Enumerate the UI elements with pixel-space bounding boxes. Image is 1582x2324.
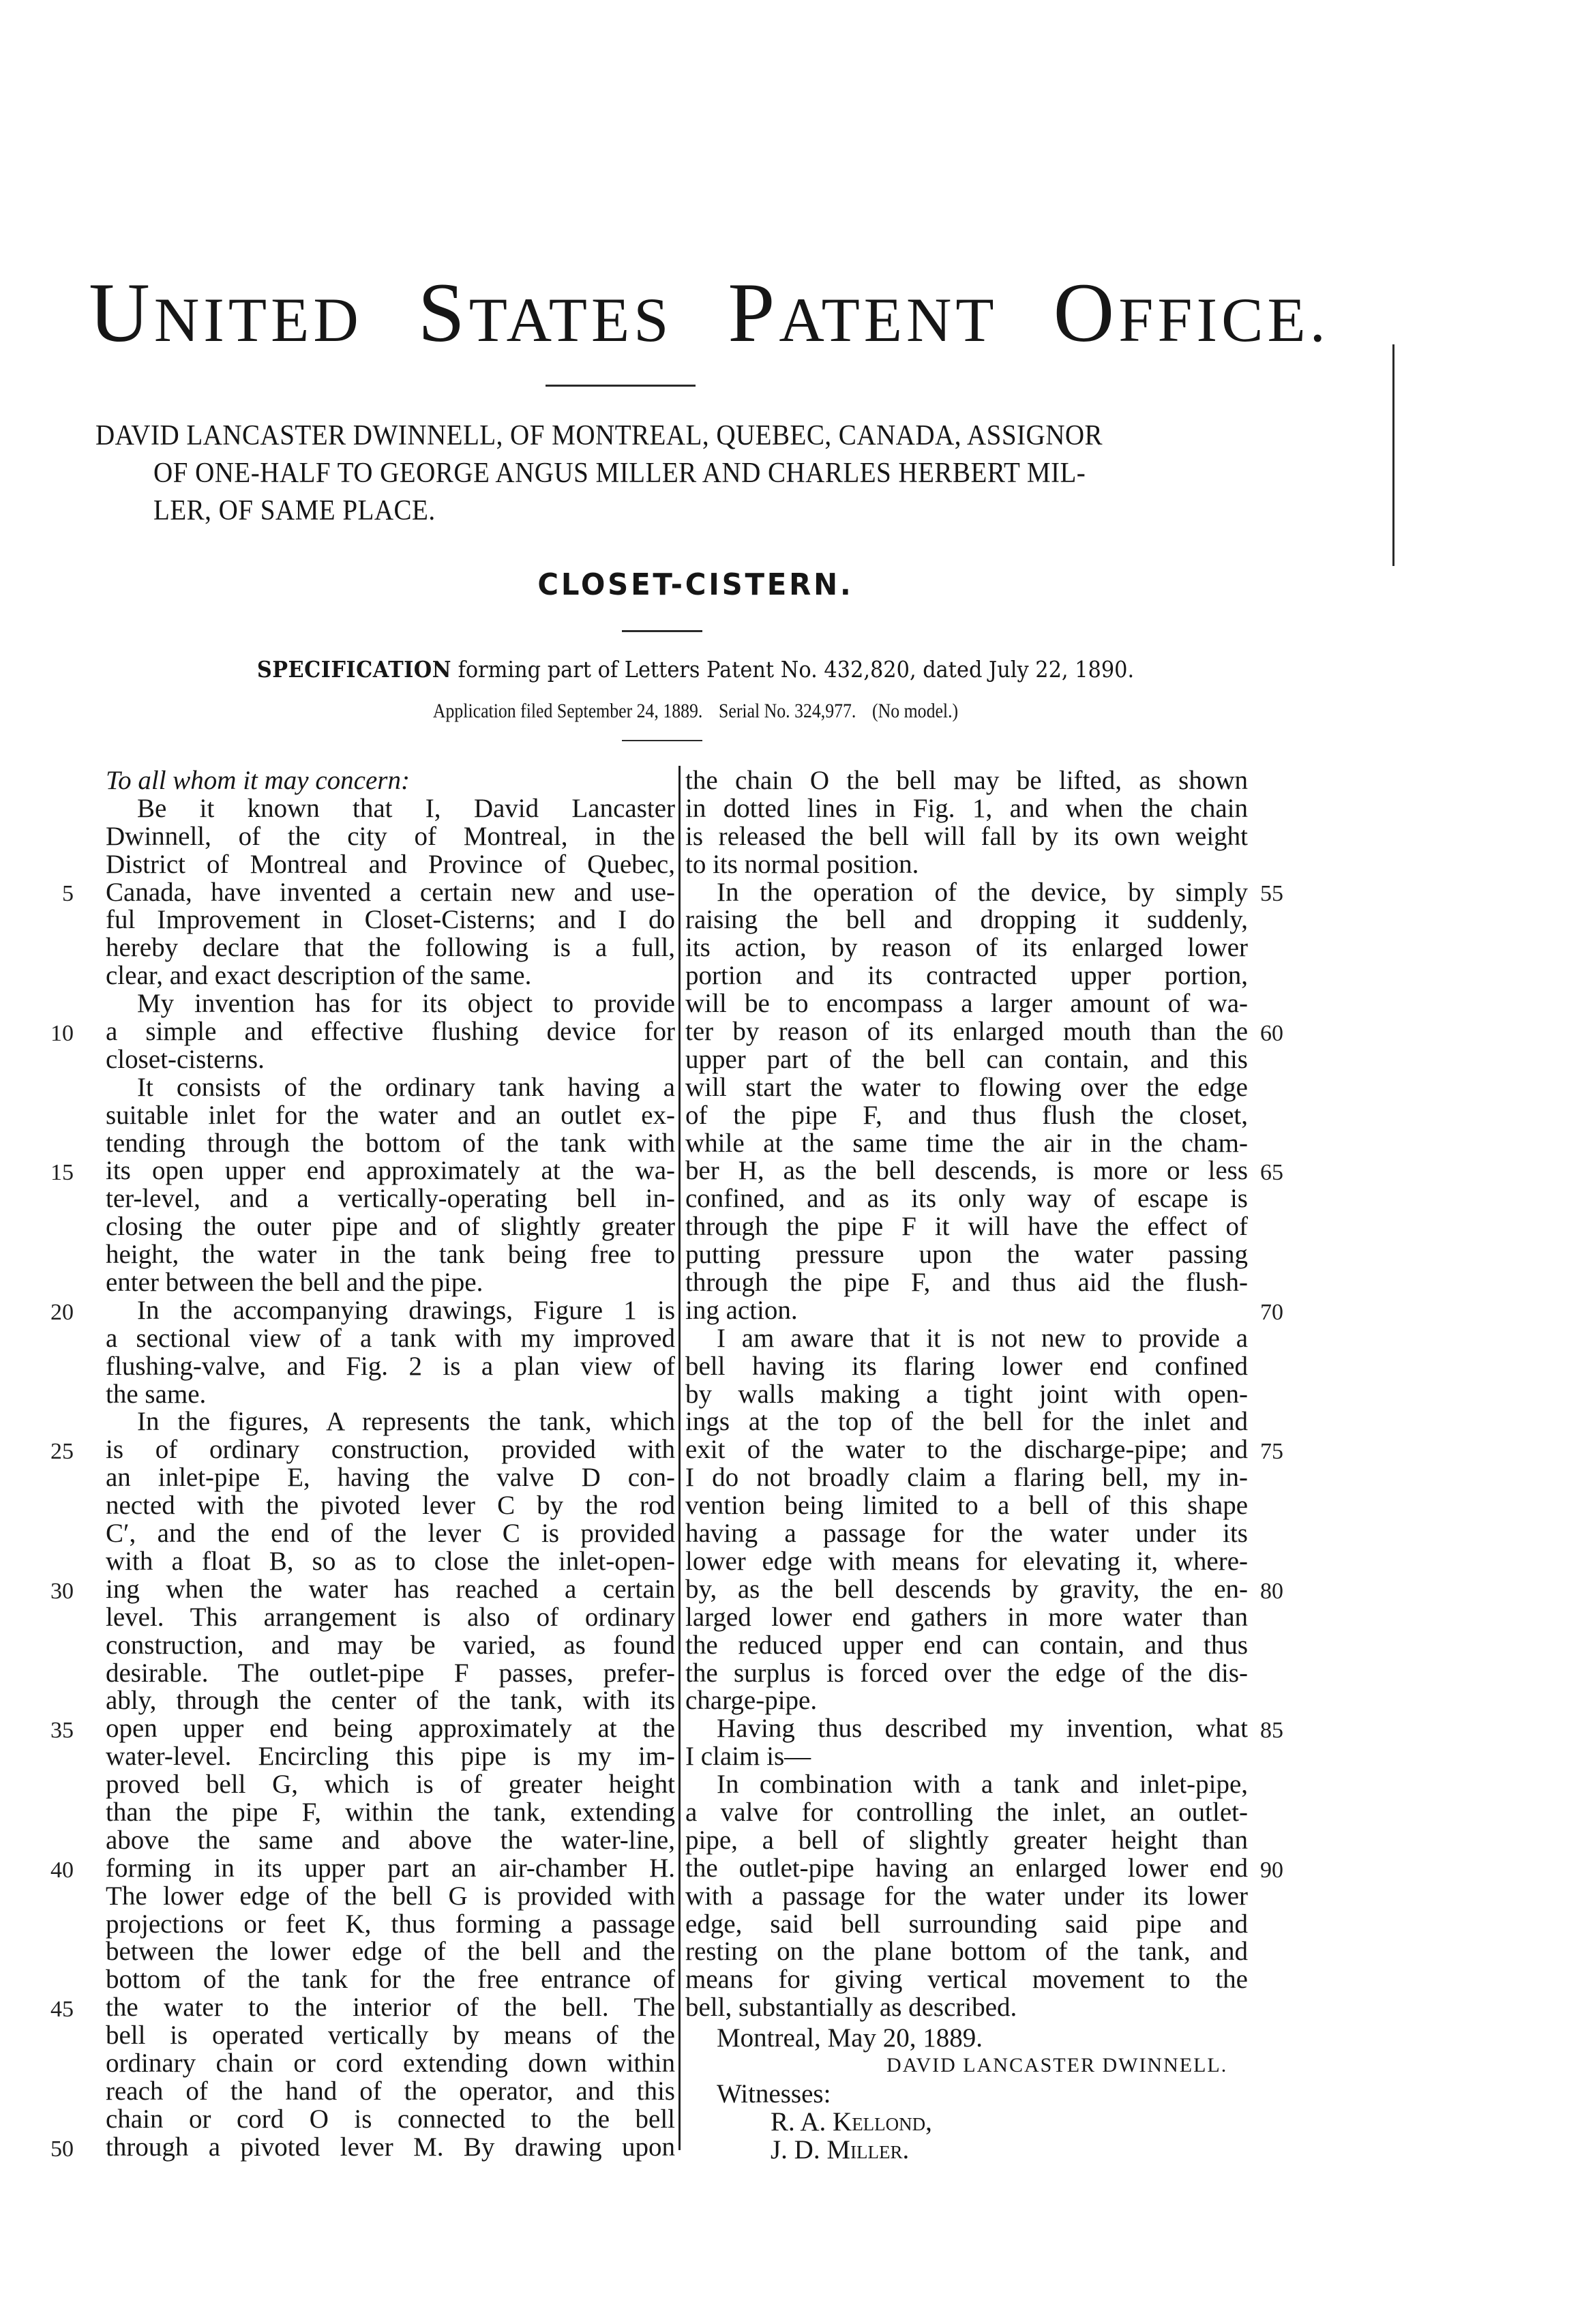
line-number: 50 — [50, 2136, 74, 2162]
parties-line-2: OF ONE-HALF TO GEORGE ANGUS MILLER AND CHARLES HERBERT MIL- — [153, 458, 1086, 489]
text-line: Dwinnell, of the city of Montreal, in the — [106, 821, 675, 851]
text-line: raising the bell and dropping it suddenly, — [685, 905, 1248, 935]
text-line: forming in its upper part an air-chamber H. — [106, 1853, 675, 1883]
left-column — [106, 767, 675, 2162]
line-number: 25 — [50, 1439, 74, 1464]
page-edge-mark — [1392, 344, 1394, 566]
text-line: I do not broadly claim a flaring bell, my in- — [685, 1463, 1248, 1493]
text-line: projections or feet K, thus forming a passage — [106, 1909, 675, 1939]
parties-line-3: LER, OF SAME PLACE. — [153, 495, 436, 526]
line-number: 5 — [62, 881, 74, 906]
text-line: District of Montreal and Province of Quebec, — [106, 849, 675, 879]
claim-line: resting on the plane bottom of the tank, and — [685, 1937, 1248, 1967]
text-line: larged lower end gathers in more water than — [685, 1602, 1248, 1632]
text-line: its action, by reason of its enlarged lower — [685, 933, 1248, 963]
office-title-word: UNITED — [89, 266, 363, 359]
text-line: proved bell G, which is of greater height — [106, 1770, 675, 1800]
text-line: with a float B, so as to close the inlet-open- — [106, 1546, 675, 1576]
text-line: Be it known that I, David Lancaster — [137, 793, 675, 823]
line-number: 90 — [1260, 1858, 1283, 1883]
text-line: through a pivoted lever M. By drawing upon — [106, 2132, 675, 2162]
text-line: the reduced upper end can contain, and thus — [685, 1630, 1248, 1660]
text-line: reach of the hand of the operator, and this — [106, 2076, 675, 2106]
text-line: closing the outer pipe and of slightly greater — [106, 1212, 675, 1242]
line-number: 15 — [50, 1160, 74, 1185]
line-number: 60 — [1260, 1021, 1283, 1046]
text-line: confined, and as its only way of escape is — [685, 1184, 1248, 1214]
text-line: vention being limited to a bell of this shape — [685, 1491, 1248, 1521]
line-number: 30 — [50, 1579, 74, 1604]
text-line: In the accompanying drawings, Figure 1 is — [137, 1295, 675, 1325]
text-line: It consists of the ordinary tank having a — [137, 1072, 675, 1102]
text-line: the water to the interior of the bell. The — [106, 1993, 675, 2023]
text-line: the surplus is forced over the edge of the dis- — [685, 1658, 1248, 1688]
text-line: bell having its flaring lower end confined — [685, 1351, 1248, 1381]
text-line: of the pipe F, and thus flush the closet, — [685, 1100, 1248, 1130]
text-line: chain or cord O is connected to the bell — [106, 2104, 675, 2134]
text-line: The lower edge of the bell G is provided with — [106, 1881, 675, 1911]
text-line: ing when the water has reached a certain — [106, 1574, 675, 1604]
line-number: 55 — [1260, 881, 1283, 906]
right-column — [685, 767, 1248, 2022]
claim-line: pipe, a bell of slightly greater height than — [685, 1825, 1248, 1855]
line-number: 20 — [50, 1300, 74, 1325]
salutation: To all whom it may concern: — [106, 766, 410, 795]
column-divider — [678, 766, 681, 2150]
text-line: closet-cisterns. — [106, 1044, 265, 1074]
witness-name: R. A. Kellond, — [771, 2107, 932, 2136]
text-line: In the operation of the device, by simply — [717, 877, 1248, 907]
invention-rule — [622, 630, 702, 632]
text-line: the same. — [106, 1379, 207, 1409]
text-line: charge-pipe. — [685, 1686, 818, 1716]
claim-line: a valve for controlling the inlet, an outlet- — [685, 1797, 1248, 1827]
line-number: 80 — [1260, 1579, 1283, 1604]
text-line: ing action. — [685, 1295, 798, 1325]
application-filed: Application filed September 24, 1889. — [432, 700, 703, 722]
text-line: ordinary chain or cord extending down within — [106, 2048, 675, 2078]
specification-rest: forming part of Letters Patent No. 432,820, dated July 22, 1890. — [458, 656, 1135, 683]
line-number: 65 — [1260, 1160, 1283, 1185]
line-number: 85 — [1260, 1718, 1283, 1743]
office-title-word: STATES — [417, 266, 673, 359]
text-line: portion and its contracted upper portion, — [685, 961, 1248, 991]
line-number: 35 — [50, 1718, 74, 1743]
claim-line: edge, said bell surrounding said pipe and — [685, 1909, 1248, 1939]
text-line: exit of the water to the discharge-pipe; and — [685, 1435, 1248, 1465]
claim-line: with a passage for the water under its lower — [685, 1881, 1248, 1911]
text-line: height, the water in the tank being free to — [106, 1240, 675, 1270]
text-line: lower edge with means for elevating it, where- — [685, 1546, 1248, 1576]
claim-line: bell, substantially as described. — [685, 1993, 1017, 2023]
text-line: ter by reason of its enlarged mouth than the — [685, 1017, 1248, 1047]
text-line: flushing-valve, and Fig. 2 is a plan view of — [106, 1351, 675, 1381]
text-line: Having thus described my invention, what — [717, 1714, 1248, 1744]
text-line: ably, through the center of the tank, with its — [106, 1686, 675, 1716]
text-line: by, as the bell descends by gravity, the en- — [685, 1574, 1248, 1604]
line-number: 40 — [50, 1858, 74, 1883]
text-line: Canada, have invented a certain new and use- — [106, 877, 675, 907]
text-line: desirable. The outlet-pipe F passes, prefer- — [106, 1658, 675, 1688]
text-line: than the pipe F, within the tank, extending — [106, 1797, 675, 1827]
text-line: suitable inlet for the water and an outlet ex- — [106, 1100, 675, 1130]
text-line: bottom of the tank for the free entrance of — [106, 1965, 675, 1995]
text-line: the chain O the bell may be lifted, as shown — [685, 766, 1248, 795]
text-line: ber H, as the bell descends, is more or less — [685, 1156, 1248, 1186]
text-line: ful Improvement in Closet-Cisterns; and I do — [106, 905, 675, 935]
text-line: clear, and exact description of the same. — [106, 961, 532, 991]
serial-number: Serial No. 324,977. — [719, 700, 856, 722]
claim-line: means for giving vertical movement to the — [685, 1965, 1248, 1995]
text-line: is of ordinary construction, provided with — [106, 1435, 675, 1465]
text-line: having a passage for the water under its — [685, 1519, 1248, 1549]
specification-line — [56, 656, 1336, 683]
text-line: water-level. Encircling this pipe is my im- — [106, 1742, 675, 1772]
text-line: I am aware that it is not new to provide a — [717, 1323, 1248, 1353]
text-line: by walls making a tight joint with open- — [685, 1379, 1248, 1409]
invention-title: CLOSET-CISTERN. — [537, 567, 854, 602]
application-rule — [622, 740, 702, 741]
witnesses-label: Witnesses: — [717, 2079, 831, 2109]
text-line: ter-level, and a vertically-operating bell in- — [106, 1184, 675, 1214]
text-line: ings at the top of the bell for the inlet and — [685, 1407, 1248, 1437]
text-line: putting pressure upon the water passing — [685, 1240, 1248, 1270]
office-title-word: PATENT — [728, 266, 998, 359]
text-line: hereby declare that the following is a full, — [106, 933, 675, 963]
line-number: 10 — [50, 1021, 74, 1046]
inventor-signature: DAVID LANCASTER DWINNELL. — [886, 2054, 1228, 2076]
text-line: My invention has for its object to provide — [137, 989, 675, 1019]
text-line: I claim is— — [685, 1742, 811, 1772]
text-line: tending through the bottom of the tank with — [106, 1128, 675, 1158]
text-line: level. This arrangement is also of ordinary — [106, 1602, 675, 1632]
place-date: Montreal, May 20, 1889. — [717, 2023, 983, 2053]
text-line: through the pipe F, and thus aid the flush- — [685, 1268, 1248, 1298]
line-number: 75 — [1260, 1439, 1283, 1464]
text-line: an inlet-pipe E, having the valve D con- — [106, 1463, 675, 1493]
office-title-word: OFFICE. — [1053, 266, 1330, 359]
text-line: In the figures, A represents the tank, which — [137, 1407, 675, 1437]
specification-lead: SPECIFICATION — [256, 656, 451, 683]
text-line: while at the same time the air in the cham- — [685, 1128, 1248, 1158]
parties-line-1: DAVID LANCASTER DWINNELL, OF MONTREAL, QUEBEC, CANADA, ASSIGNOR — [95, 420, 1103, 451]
text-line: between the lower edge of the bell and the — [106, 1937, 675, 1967]
line-number: 70 — [1260, 1300, 1283, 1325]
office-title — [0, 265, 1418, 361]
model-note: (No model.) — [872, 700, 959, 722]
title-rule — [546, 385, 696, 387]
line-number: 45 — [50, 1997, 74, 2022]
claim-line: the outlet-pipe having an enlarged lower end — [685, 1853, 1248, 1883]
text-line: a simple and effective flushing device for — [106, 1017, 675, 1047]
text-line: will be to encompass a larger amount of wa- — [685, 989, 1248, 1019]
text-line: above the same and above the water-line, — [106, 1825, 675, 1855]
text-line: construction, and may be varied, as found — [106, 1630, 675, 1660]
text-line: bell is operated vertically by means of the — [106, 2021, 675, 2051]
text-line: to its normal position. — [685, 849, 919, 879]
text-line: enter between the bell and the pipe. — [106, 1268, 483, 1298]
text-line: C′, and the end of the lever C is provided — [106, 1519, 675, 1549]
claim-line: In combination with a tank and inlet-pipe, — [717, 1770, 1248, 1800]
text-line: open upper end being approximately at the — [106, 1714, 675, 1744]
text-line: is released the bell will fall by its own weight — [685, 821, 1248, 851]
text-line: upper part of the bell can contain, and this — [685, 1044, 1248, 1074]
text-line: in dotted lines in Fig. 1, and when the chain — [685, 793, 1248, 823]
text-line: a sectional view of a tank with my improved — [106, 1323, 675, 1353]
application-line — [98, 700, 1294, 723]
text-line: nected with the pivoted lever C by the rod — [106, 1491, 675, 1521]
text-line: will start the water to flowing over the edge — [685, 1072, 1248, 1102]
witness-name: J. D. Miller. — [771, 2135, 910, 2164]
text-line: through the pipe F it will have the effect of — [685, 1212, 1248, 1242]
text-line: its open upper end approximately at the wa- — [106, 1156, 675, 1186]
